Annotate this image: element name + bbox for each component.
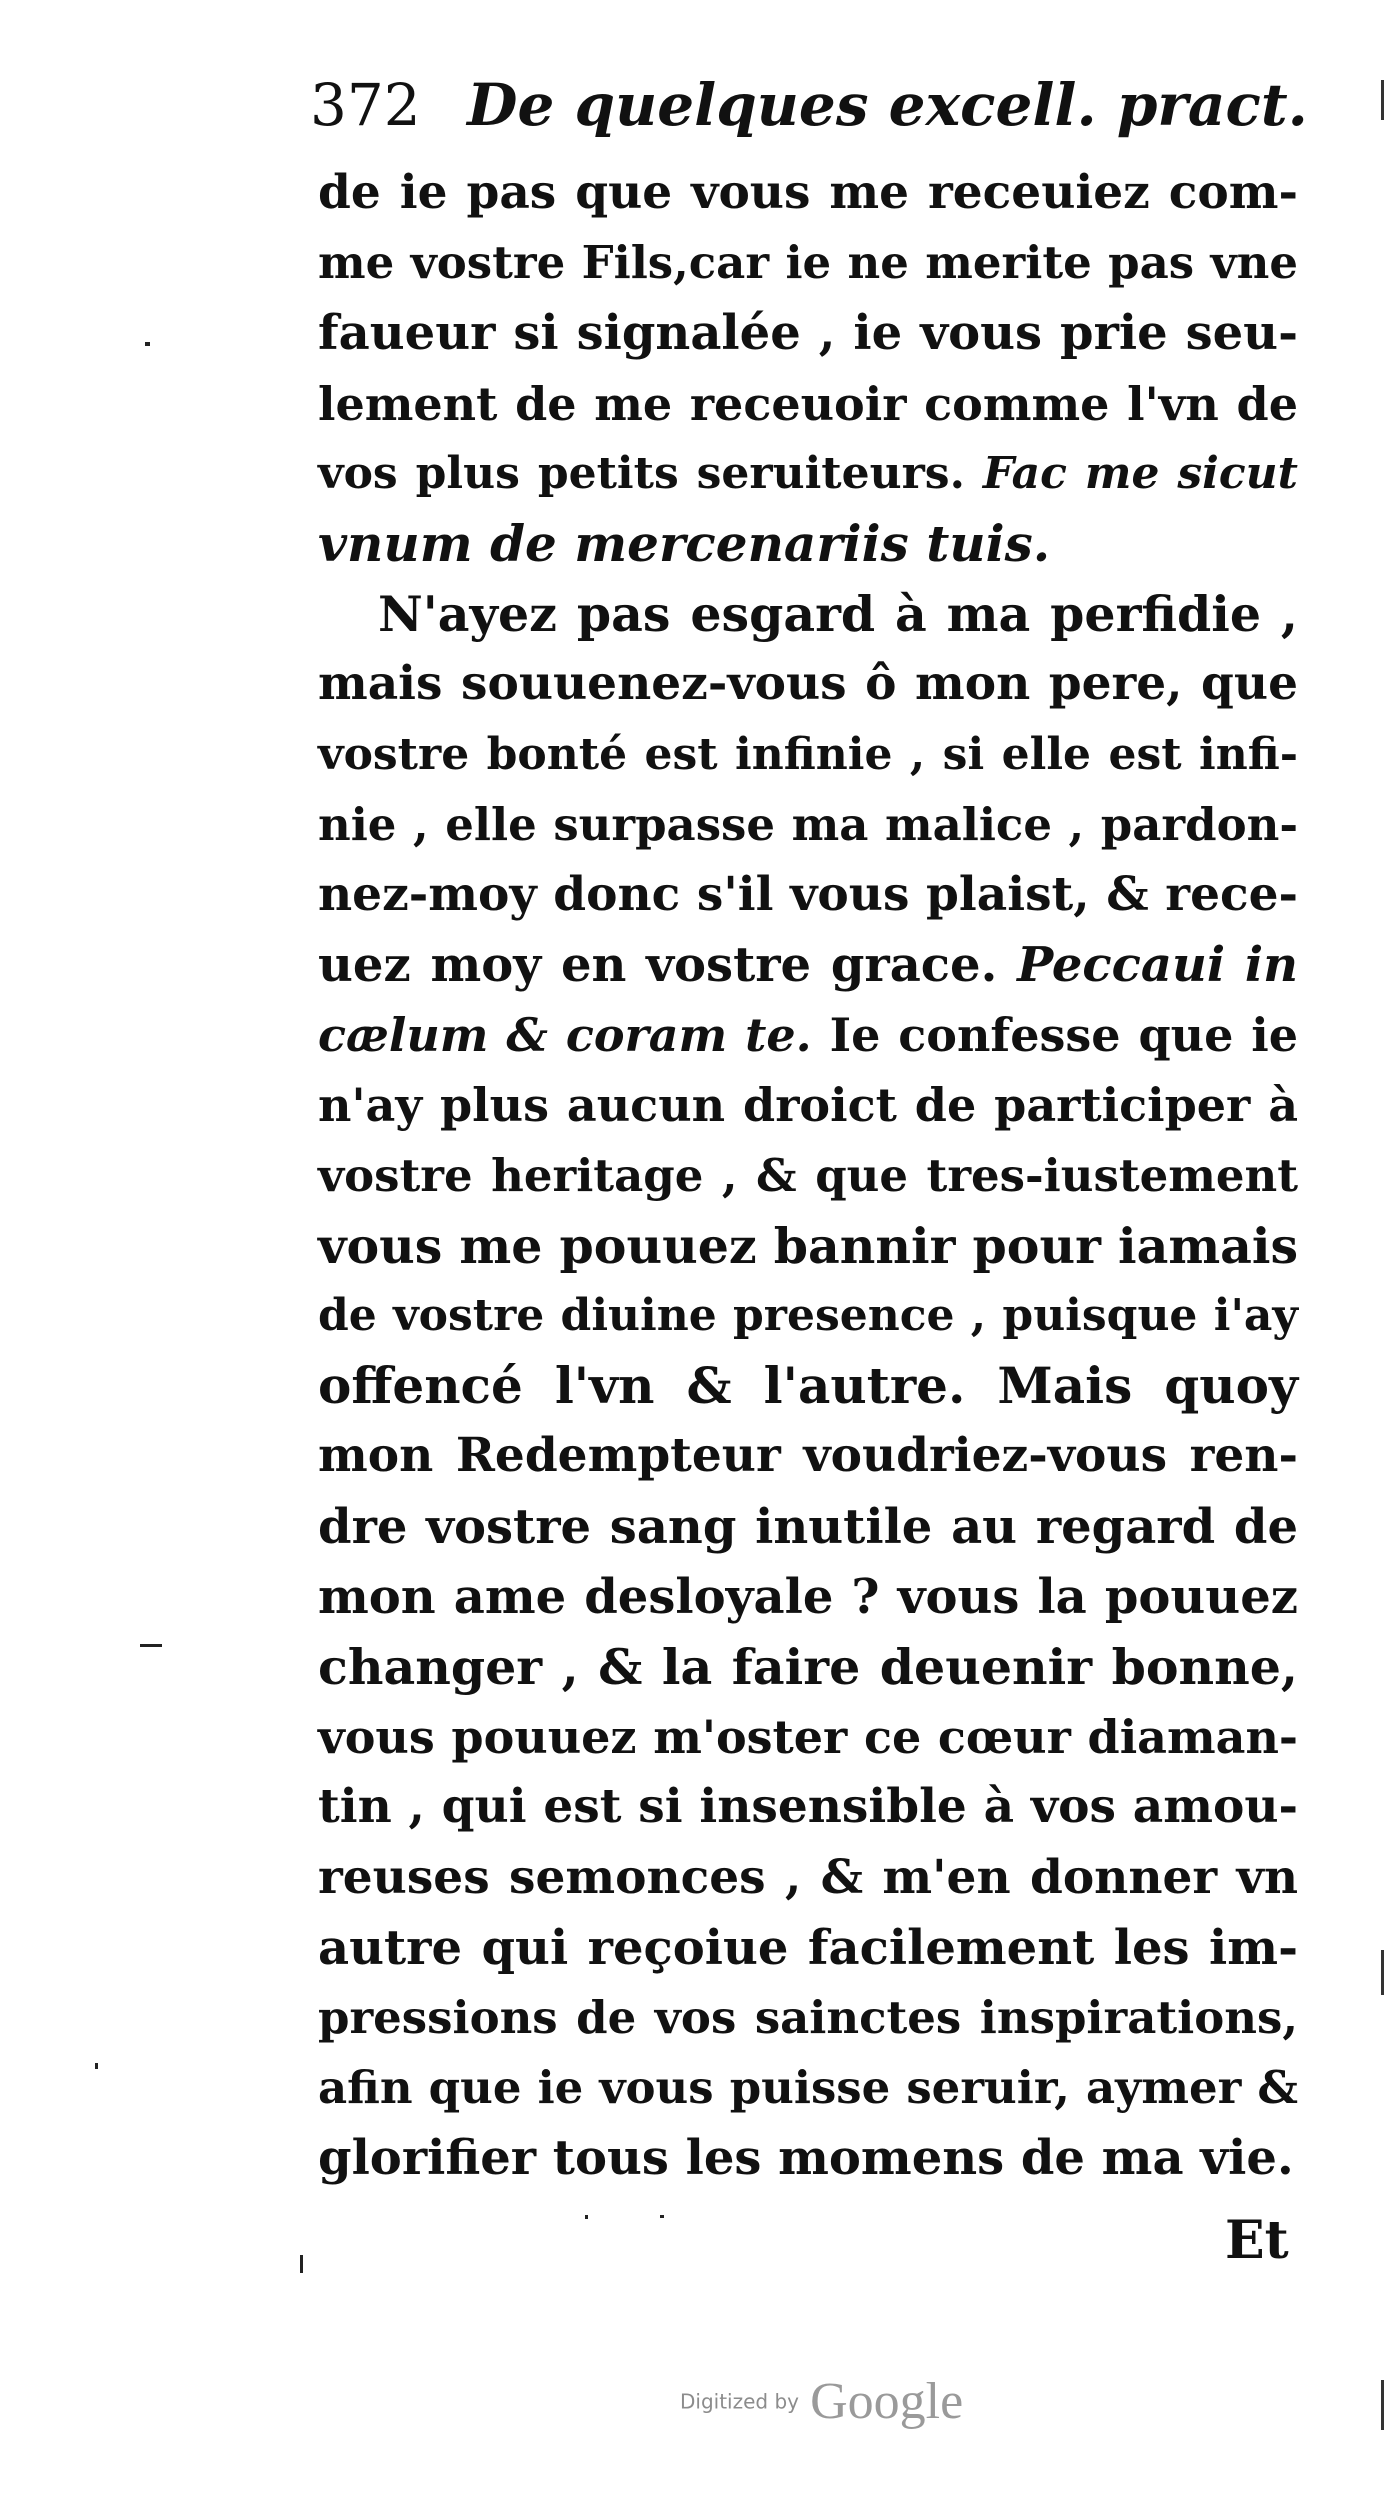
line-roman-segment: uez moy en vostre grace. bbox=[318, 937, 1018, 994]
text-line: me vostre Fils,car ie ne merite pas vne bbox=[318, 236, 1298, 290]
text-line: de vostre diuine presence , puisque i'ay bbox=[318, 1290, 1298, 1341]
scan-speck bbox=[95, 2063, 98, 2069]
watermark-brand: Google bbox=[810, 2373, 964, 2430]
text-line: tin , qui est si insensible à vos amou- bbox=[318, 1779, 1298, 1835]
running-title: De quelques excell. pract. bbox=[467, 71, 1308, 139]
latin-quotation: Peccaui in bbox=[1017, 937, 1298, 994]
digitized-watermark bbox=[680, 2372, 1020, 2442]
text-line: de ie pas que vous me receuiez com- bbox=[318, 165, 1298, 220]
text-line bbox=[318, 1000, 1298, 1070]
text-line: afin que ie vous puisse seruir, aymer & bbox=[318, 2061, 1298, 2115]
text-line: nez-moy donc s'il vous plaist, & rece- bbox=[318, 866, 1298, 922]
watermark-prefix: Digitized by bbox=[680, 2389, 799, 2414]
text-line: vous me pouuez bannir pour iamais bbox=[318, 1216, 1299, 1275]
text-line: mon ame desloyale ? vous la pouuez bbox=[318, 1568, 1298, 1625]
text-line bbox=[318, 930, 1298, 1000]
scan-speck bbox=[140, 1644, 162, 1647]
catchword: Et bbox=[1225, 2210, 1289, 2271]
text-line: offencé l'vn & l'autre. Mais quoy bbox=[318, 1356, 1298, 1416]
scan-speck bbox=[145, 342, 150, 346]
page-number: 372 bbox=[310, 71, 421, 139]
text-line: n'ay plus aucun droict de participer à bbox=[318, 1078, 1298, 1133]
latin-quotation: vnum de mercenariis tuis. bbox=[318, 513, 1051, 573]
text-line: mais souuenez-vous ô mon pere, que bbox=[318, 656, 1298, 712]
text-line: changer , & la faire deuenir bonne, bbox=[318, 1637, 1298, 1696]
text-line: autre qui reçoiue facilement les im- bbox=[318, 1919, 1298, 1976]
scan-speck bbox=[660, 2215, 664, 2218]
text-line bbox=[318, 439, 1298, 509]
text-line: vostre heritage , & que tres-iustement bbox=[318, 1148, 1298, 1202]
text-line: vous pouuez m'oster ce cœur diaman- bbox=[318, 1710, 1298, 1765]
page-header bbox=[310, 70, 1310, 140]
text-line: pressions de vos sainctes inspirations, bbox=[318, 1990, 1298, 2044]
text-line: dre vostre sang inutile au regard de bbox=[318, 1498, 1298, 1555]
text-line: nie , elle surpasse ma malice , pardon- bbox=[318, 797, 1298, 851]
text-line: N'ayez pas esgard à ma perfidie , bbox=[378, 585, 1298, 644]
scan-speck bbox=[585, 2215, 588, 2219]
line-roman-segment: vos plus petits seruiteurs. bbox=[318, 447, 983, 499]
text-line: mon Redempteur voudriez-vous ren- bbox=[318, 1428, 1298, 1484]
scan-speck bbox=[300, 2255, 303, 2273]
body-text bbox=[318, 158, 1298, 2193]
latin-quotation: Fac me sicut bbox=[982, 447, 1298, 499]
text-line bbox=[318, 509, 1298, 579]
text-line: reuses semonces , & m'en donner vn bbox=[318, 1849, 1298, 1905]
text-line: lement de me receuoir comme l'vn de bbox=[318, 376, 1298, 431]
line-roman-segment: Ie confesse que ie bbox=[811, 1008, 1298, 1063]
text-line: glorifier tous les momens de ma vie. bbox=[318, 2130, 1294, 2187]
text-line: vostre bonté est infinie , si elle est infi- bbox=[318, 728, 1298, 780]
text-line: faueur si signalée , ie vous prie seu- bbox=[318, 305, 1298, 362]
latin-quotation: cælum & coram te. bbox=[318, 1008, 812, 1063]
